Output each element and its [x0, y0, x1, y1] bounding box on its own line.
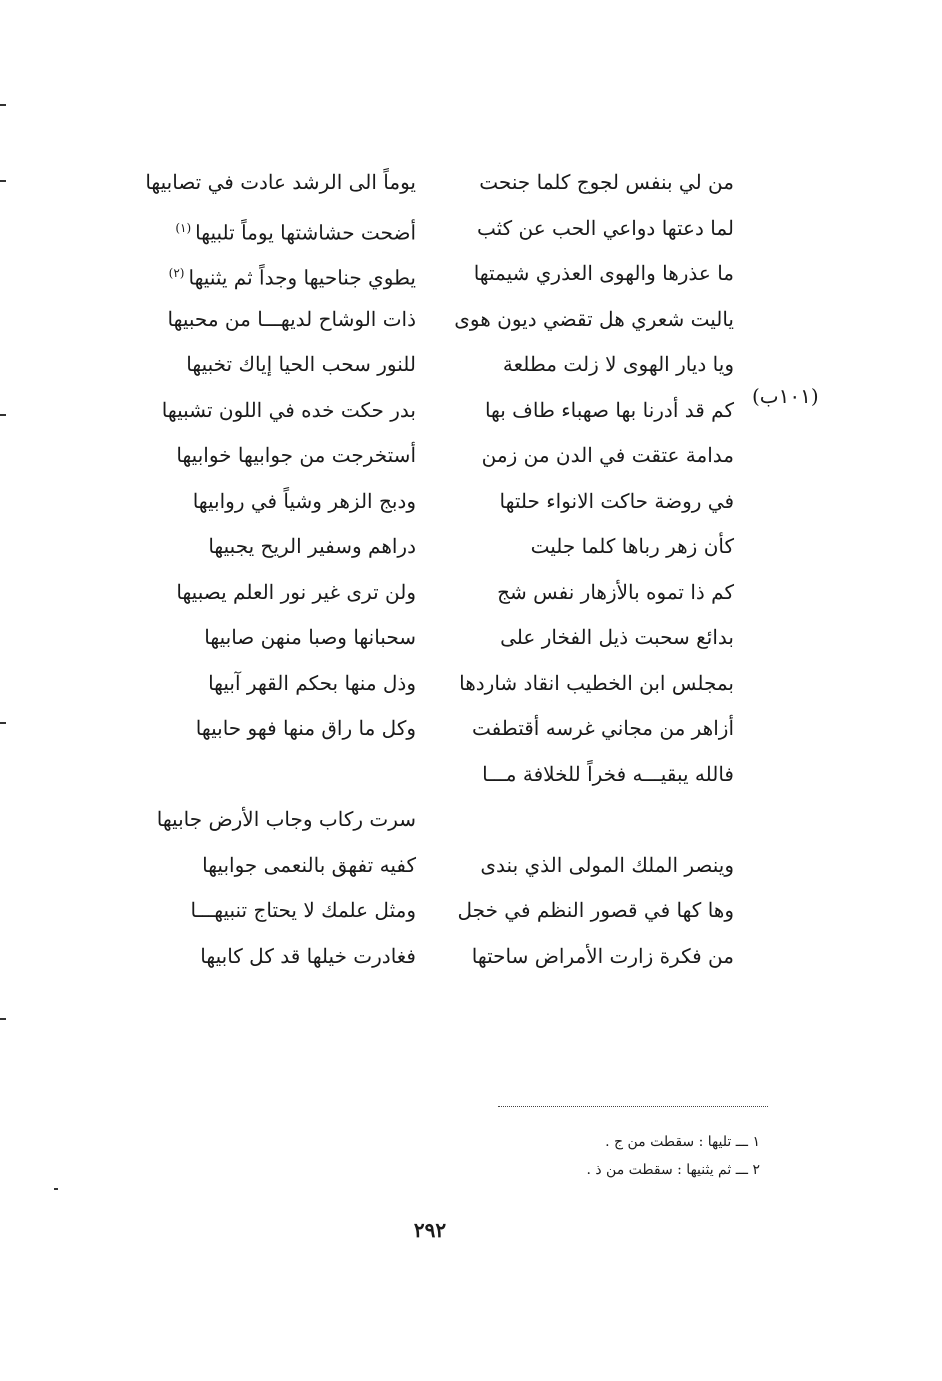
second-hemistich: فغادرت خيلها قد كل كابيها: [200, 943, 416, 968]
verse-line: [120, 615, 820, 661]
second-hemistich: وذل منها بحكم القهر آبيها: [208, 670, 416, 695]
first-hemistich: بمجلس ابن الخطيب انقاد شاردها: [459, 670, 734, 695]
first-hemistich: فالله يبقيـــه فخراً للخلافة مـــا: [482, 761, 734, 786]
first-hemistich: ويا ديار الهوى لا زلت مطلعة: [502, 352, 734, 376]
second-hemistich: ولن ترى غير نور العلم يصبيها: [176, 579, 416, 604]
verse-line: [120, 524, 820, 570]
verse-line: [120, 843, 820, 889]
second-hemistich: ومثل علمك لا يحتاج تنبيهـــا: [190, 898, 416, 922]
second-hemistich: وكل ما راق منها فهو حابيها: [195, 716, 416, 740]
footnote-separator: [498, 1106, 768, 1107]
first-hemistich: كم قد أدرنا بها صهباء طاف بها: [484, 397, 734, 422]
footnote: ١ ـــ تليها : سقطت من ج .: [605, 1134, 760, 1150]
first-hemistich: بدائع سحبت ذيل الفخار على: [500, 625, 734, 649]
verse-line: [120, 479, 820, 525]
first-hemistich: أزاهر من مجاني غرسه أقتطفت: [472, 716, 734, 740]
verse-line: [120, 706, 820, 752]
scan-margin-mark: [54, 1188, 58, 1190]
second-hemistich: دراهم وسفير الريح يجبيها: [208, 534, 416, 558]
verse-line: [120, 388, 820, 434]
verse-line: [120, 342, 820, 388]
scan-margin-mark: [0, 104, 6, 106]
verse-line: [120, 797, 820, 843]
second-hemistich: يوماً الى الرشد عادت في تصابيها: [145, 170, 416, 194]
page-number: ٢٩٢: [413, 1218, 447, 1242]
second-hemistich: كفيه تفهق بالنعمى جوابيها: [202, 852, 416, 877]
manuscript-folio-note: (١٠١ب): [752, 384, 819, 408]
first-hemistich: وينصر الملك المولى الذي بندى: [480, 852, 734, 877]
verse-line: [120, 570, 820, 616]
second-hemistich: أستخرجت من جوابيها خوابيها: [176, 443, 416, 467]
second-hemistich: ودبج الزهر وشياً في روابيها: [192, 488, 416, 513]
verse-line: [120, 888, 820, 934]
footnote-marker: (٢): [168, 266, 185, 280]
verse-line: [120, 661, 820, 707]
verse-line: [120, 752, 820, 798]
second-hemistich: سحبانها وصبا منهن صابيها: [204, 625, 416, 649]
first-hemistich: وها كها في قصور النظم في خجل: [457, 898, 734, 922]
verse-line: [120, 251, 820, 297]
first-hemistich: من فكرة زارت الأمراض ساحتها: [471, 943, 734, 968]
first-hemistich: كم ذا تموه بالأزهار نفس شج: [497, 579, 734, 604]
poem: [120, 160, 820, 979]
scan-margin-mark: [0, 722, 6, 724]
second-hemistich: أضحت حشاشتها يوماً تلبيها$^{(١)}$: [175, 220, 416, 245]
first-hemistich: ما عذرها والهوى العذري شيمتها: [473, 261, 734, 285]
verse-line: [120, 206, 820, 252]
first-hemistich: في روضة حاكت الانواء حلتها: [499, 488, 734, 513]
first-hemistich: من لي بنفس لجوج كلما جنحت: [479, 170, 734, 194]
first-hemistich: مدامة عتقت في الدن من زمن: [481, 443, 734, 467]
verse-line: [120, 934, 820, 980]
scan-margin-mark: [0, 1018, 6, 1020]
verse-line: [120, 160, 820, 206]
scan-margin-mark: [0, 180, 6, 182]
first-hemistich: ياليت شعري هل تقضي ديون هوى: [454, 306, 734, 331]
first-hemistich: كأن زهر رباها كلما جليت: [530, 534, 734, 558]
footnotes: [440, 1128, 760, 1184]
second-hemistich: ذات الوشاح لديهـــا من محبيها: [167, 306, 416, 331]
second-hemistich: سرت ركاب وجاب الأرض جابيها: [156, 807, 416, 831]
footnote-marker: (١): [175, 220, 192, 235]
verse-line: [120, 433, 820, 479]
second-hemistich: بدر حكت خده في اللون تشبيها: [161, 397, 416, 422]
scan-margin-mark: [0, 414, 6, 416]
footnote: ٢ ـــ ثم يثنيها : سقطت من ذ .: [586, 1162, 760, 1178]
second-hemistich: يطوي جناحيها وجداً ثم يثنيها$^{(٢)}$: [168, 265, 416, 290]
second-hemistich: للنور سحب الحيا إياك تخبيها: [186, 352, 416, 376]
first-hemistich: لما دعتها دواعي الحب عن كثب: [476, 215, 734, 240]
verse-line: [120, 297, 820, 343]
